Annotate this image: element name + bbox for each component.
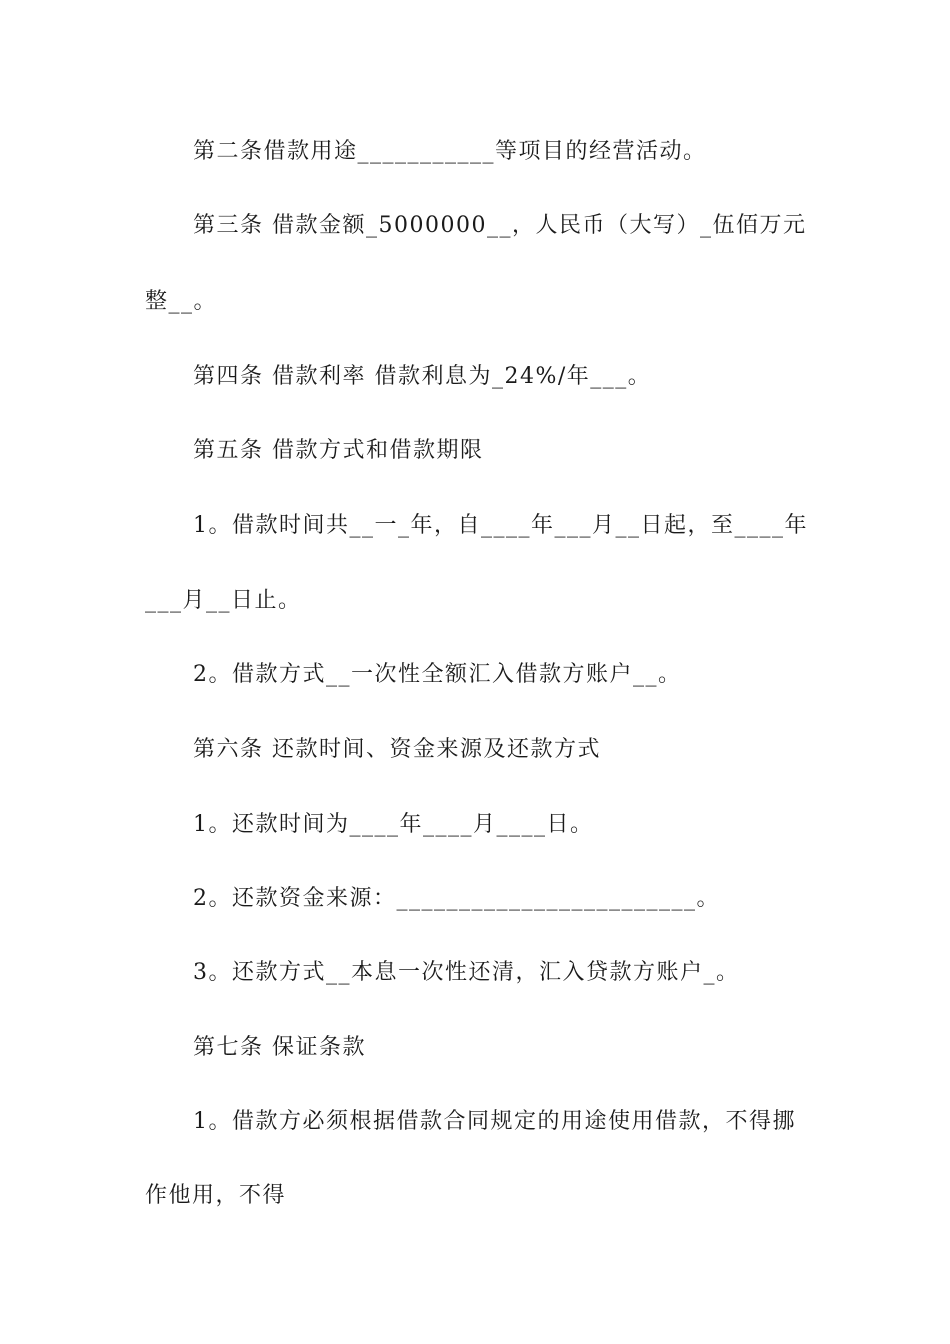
article-5-term: 1。借款时间共__一_年，自____年___月__日起，至____年 bbox=[193, 513, 808, 538]
article-7-clause-1: 1。借款方必须根据借款合同规定的用途使用借款，不得挪 bbox=[193, 1109, 796, 1134]
article-5-method: 2。借款方式__一次性全额汇入借款方账户__。 bbox=[193, 662, 682, 687]
article-6-heading: 第六条 还款时间、资金来源及还款方式 bbox=[193, 737, 601, 762]
article-5-term-continued: ___月__日止。 bbox=[145, 588, 302, 613]
article-7-heading: 第七条 保证条款 bbox=[193, 1035, 366, 1060]
article-6-repayment-date: 1。还款时间为____年____月____日。 bbox=[193, 812, 594, 837]
article-3-amount-continued: 整__。 bbox=[145, 289, 218, 314]
article-4-interest-rate: 第四条 借款利率 借款利息为_24%/年___。 bbox=[193, 364, 652, 389]
article-6-fund-source: 2。还款资金来源：________________________。 bbox=[193, 886, 720, 911]
article-7-clause-1-continued: 作他用，不得 bbox=[145, 1183, 287, 1208]
article-6-repayment-method: 3。还款方式__本息一次性还清，汇入贷款方账户_。 bbox=[193, 960, 740, 985]
article-3-amount: 第三条 借款金额_5000000__，人民币（大写）_伍佰万元 bbox=[193, 213, 807, 238]
article-2-purpose: 第二条借款用途___________等项目的经营活动。 bbox=[193, 139, 707, 164]
article-5-heading: 第五条 借款方式和借款期限 bbox=[193, 438, 484, 463]
